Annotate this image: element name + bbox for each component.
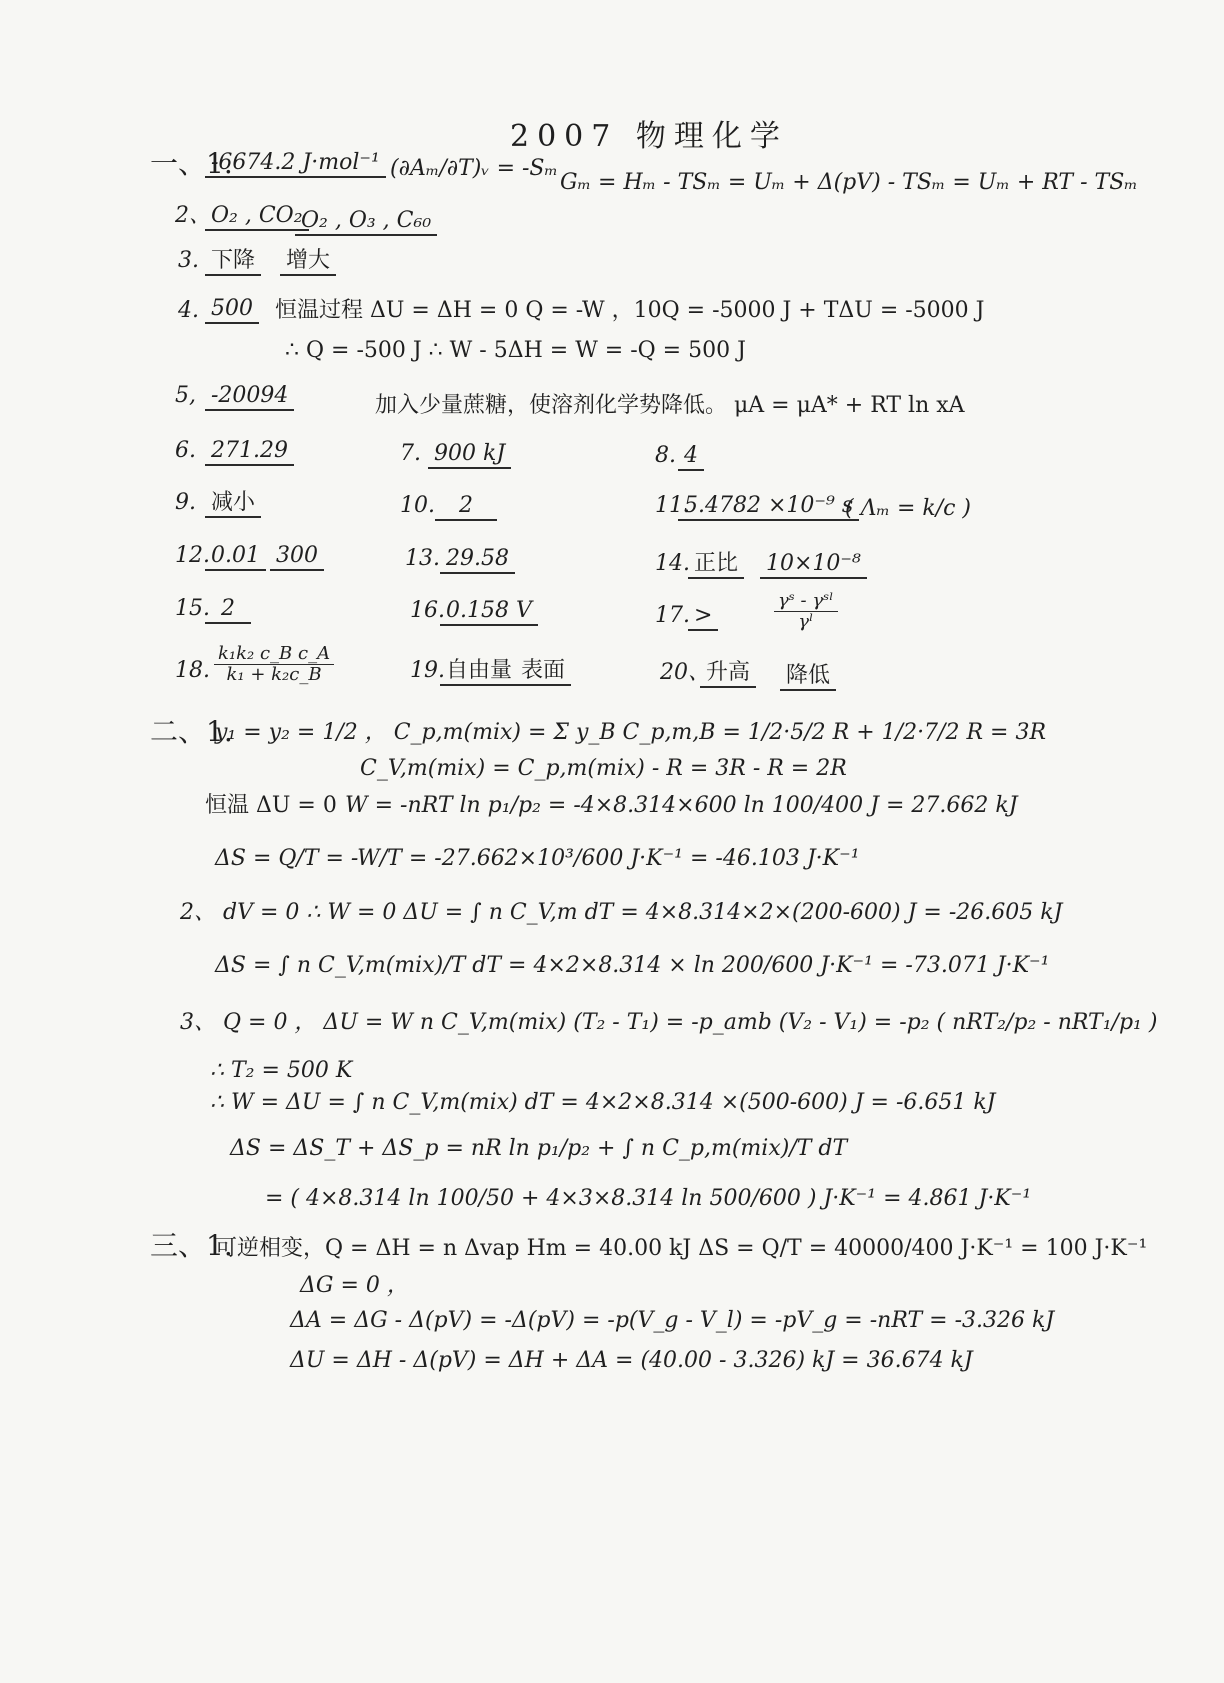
q10-answer: 2 (435, 495, 497, 521)
s2-line-11: = ( 4×8.314 ln 100/50 + 4×3×8.314 ln 500/600 ) J·K⁻¹ = 4.861 J·K⁻¹ (265, 1186, 1032, 1211)
q9-answer: 减小 (205, 492, 261, 518)
s2-line-3b: W = -nRT ln p₁/p₂ = -4×8.314×600 ln 100/400 J = 27.662 kJ (345, 793, 1018, 818)
q5-note: 加入少量蔗糖，使溶剂化学势降低。 μA = μA* + RT ln xA (375, 393, 965, 418)
page-title: 2007 物理化学 (510, 119, 788, 154)
section-1-label: 一、1. (150, 147, 233, 180)
s2-line-2: C_V,m(mix) = C_p,m(mix) - R = 3R - R = 2R (360, 756, 847, 781)
s3-line-4: ΔU = ΔH - Δ(pV) = ΔH + ΔA = (40.00 - 3.326) kJ = 36.674 kJ (290, 1348, 973, 1373)
q15-label: 15. (175, 596, 210, 621)
q4-work-line-2: ∴ Q = -500 J ∴ W - 5ΔH = W = -Q = 500 J (285, 338, 746, 363)
q7-label: 7. (400, 441, 421, 466)
q11-note: ( Λₘ = k/c ) (845, 496, 972, 521)
q14-label: 14. (655, 551, 690, 576)
q3-answer-a: 下降 (205, 250, 261, 276)
q3-answer-b: 增大 (280, 250, 336, 276)
q16-label: 16. (410, 598, 445, 623)
q1-answer: -6674.2 J·mol⁻¹ (205, 152, 386, 178)
q3-label: 3. (178, 248, 199, 273)
s3-line-3: ΔA = ΔG - Δ(pV) = -Δ(pV) = -p(V_g - V_l) = -pV_g = -nRT = -3.326 kJ (290, 1308, 1055, 1333)
q4-work-line-1: 恒温过程 ΔU = ΔH = 0 Q = -W ，10Q = -5000 J + TΔU = -5000 J (275, 298, 985, 323)
s2-line-6: ΔS = ∫ n C_V,m(mix)/T dT = 4×2×8.314 × ln 200/600 J·K⁻¹ = -73.071 J·K⁻¹ (215, 953, 1050, 978)
q10-label: 10. (400, 493, 435, 518)
s2-line-3a: 恒温 ΔU = 0 (205, 793, 337, 818)
q5-label: 5, (175, 383, 196, 408)
s2-line-9: ∴ W = ΔU = ∫ n C_V,m(mix) dT = 4×2×8.314 ×(500-600) J = -6.651 kJ (210, 1090, 996, 1115)
q4-answer: 500 (205, 298, 259, 324)
s2-line-7: 3、 Q = 0 ， ΔU = W n C_V,m(mix) (T₂ - T₁) = -p_amb (V₂ - V₁) = -p₂ ( nRT₂/p₂ - nRT₁/p₁ ) (180, 1010, 1158, 1035)
q13-label: 13. (405, 546, 440, 571)
q17-label: 17. (655, 603, 690, 628)
q15-answer: 2 (205, 598, 251, 624)
q11-label: 11. (655, 493, 690, 518)
q9-label: 9. (175, 490, 196, 515)
s2-line-1: y₁ = y₂ = 1/2 ， C_p,m(mix) = Σ y_B C_p,m,B = 1/2·5/2 R + 1/2·7/2 R = 3R (215, 720, 1047, 745)
s2-line-10: ΔS = ΔS_T + ΔS_p = nR ln p₁/p₂ + ∫ n C_p,m(mix)/T dT (230, 1136, 848, 1161)
q6-label: 6. (175, 438, 196, 463)
q8-label: 8. (655, 443, 676, 468)
s3-line-2: ΔG = 0 ， (300, 1273, 409, 1298)
q13-answer: 29.58 (440, 548, 515, 574)
q1-equation-2: Gₘ = Hₘ - TSₘ = Uₘ + Δ(pV) - TSₘ = Uₘ + RT - TSₘ (560, 170, 1138, 195)
q8-answer: 4 (678, 445, 704, 471)
q6-answer: 271.29 (205, 440, 294, 466)
q14-answer-b: 10×10⁻⁸ (760, 553, 867, 579)
q19-answer-b: 表面 (515, 660, 571, 686)
q7-answer: 900 kJ (428, 443, 511, 469)
q20-answer-b: 降低 (780, 665, 836, 691)
s3-line-1: 可逆相变，Q = ΔH = n Δvap Hm = 40.00 kJ ΔS = Q/T = 40000/400 J·K⁻¹ = 100 J·K⁻¹ (215, 1236, 1148, 1261)
q17-answer-b: $\frac{\text{γˢ - γˢˡ}}{\text{γˡ}}$ (770, 592, 842, 631)
q1-equation-1: (∂Aₘ/∂T)ᵥ = -Sₘ (390, 156, 558, 181)
section-3-label: 三、1. (150, 1229, 233, 1262)
s2-line-4: ΔS = Q/T = -W/T = -27.662×10³/600 J·K⁻¹ = -46.103 J·K⁻¹ (215, 846, 860, 871)
q2-answer-b: O₂ , O₃ , C₆₀ (295, 210, 437, 236)
q18-label: 18. (175, 658, 210, 683)
q5-answer: -20094 (205, 385, 294, 411)
q20-label: 20、 (660, 660, 710, 685)
q2-answer-a: O₂ , CO₂ (205, 205, 309, 231)
s2-line-5: 2、 dV = 0 ∴ W = 0 ΔU = ∫ n C_V,m dT = 4×8.314×2×(200-600) J = -26.605 kJ (180, 900, 1063, 925)
q18-answer: $\frac{\text{k₁k₂ c\_B c\_A}}{\text{k₁ + k₂c\_B}}$ (210, 645, 338, 684)
section-2-label: 二、1. (150, 715, 233, 748)
q19-answer-a: 自由量 (440, 660, 518, 686)
q12-answer-b: 300 (270, 545, 324, 571)
q16-answer: 0.158 V (440, 600, 538, 626)
q19-label: 19. (410, 658, 445, 683)
q20-answer-a: 升高 (700, 662, 756, 688)
q2-label: 2、 (175, 203, 211, 228)
s2-line-8: ∴ T₂ = 500 K (210, 1058, 353, 1083)
q12-label: 12. (175, 543, 210, 568)
q4-label: 4. (178, 298, 199, 323)
q14-answer-a: 正比 (688, 553, 744, 579)
q11-answer: 5.4782 ×10⁻⁹ s (678, 495, 859, 521)
q12-answer-a: 0.01 (205, 545, 266, 571)
q17-answer-a: > (688, 605, 718, 631)
